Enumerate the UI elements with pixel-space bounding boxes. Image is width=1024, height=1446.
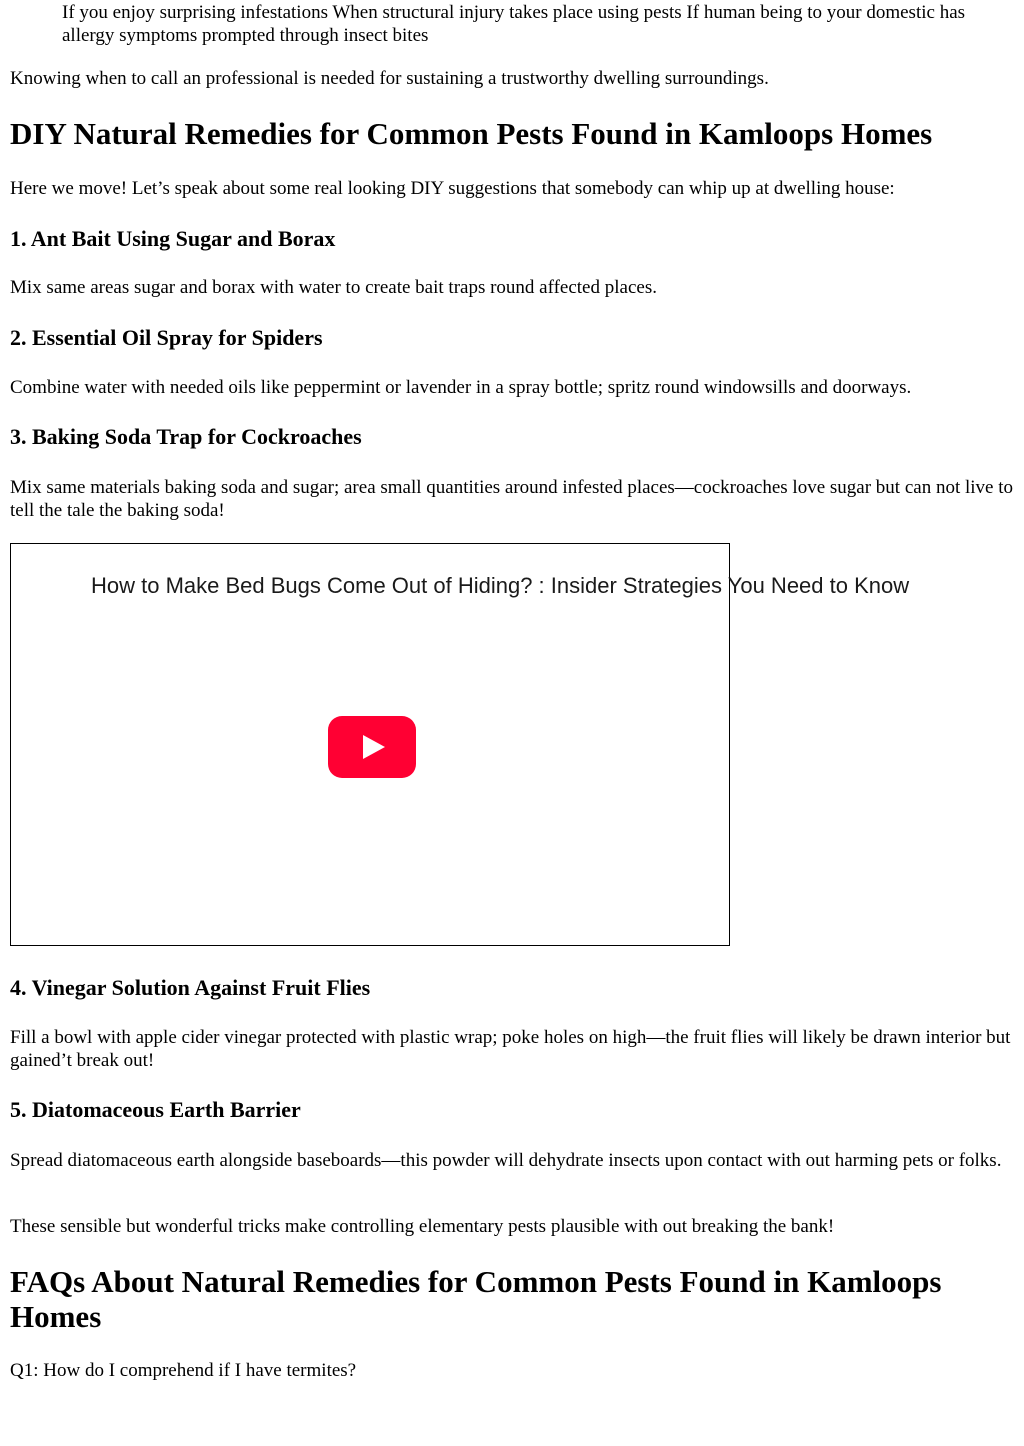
remedy-text: Spread diatomaceous earth alongside baseboards—this powder will dehydrate insects upon contact with out harming pets or folks. (10, 1150, 1002, 1171)
remedy-text: Fill a bowl with apple cider vinegar protected with plastic wrap; poke holes on high—the fruit flies will likely be drawn interior but gained’t break out! (10, 1027, 1011, 1071)
section-heading-faq: FAQs About Natural Remedies for Common Pests Found in Kamloops Homes (10, 1264, 942, 1334)
section-heading-diy: DIY Natural Remedies for Common Pests Found in Kamloops Homes (10, 116, 933, 151)
video-embed[interactable] (10, 543, 910, 946)
play-icon (363, 735, 385, 759)
remedy-text: Mix same areas sugar and borax with water to create bait traps round affected places. (10, 277, 657, 298)
list-item: If you enjoy surprising infestations When structural injury takes place using pests If human being to your domestic has allergy symptoms prompted through insect bites (62, 2, 966, 46)
closing-paragraph: These sensible but wonderful tricks make controlling elementary pests plausible with out breaking the bank! (10, 1216, 835, 1237)
faq-question: Q1: How do I comprehend if I have termites? (10, 1360, 357, 1381)
remedy-title: 3. Baking Soda Trap for Cockroaches (10, 424, 362, 449)
play-button[interactable] (328, 716, 416, 778)
remedy-text: Mix same materials baking soda and sugar; area small quantities around infested places—cockroaches love sugar but can not live to tell the tale the baking soda! (10, 477, 1013, 521)
video-title[interactable]: How to Make Bed Bugs Come Out of Hiding? : Insider Strategies You Need to Know (91, 573, 910, 598)
remedy-title: 2. Essential Oil Spray for Spiders (10, 325, 323, 350)
paragraph: Knowing when to call an professional is needed for sustaining a trustworthy dwelling surroundings. (10, 68, 769, 89)
remedy-text: Combine water with needed oils like peppermint or lavender in a spray bottle; spritz round windowsills and doorways. (10, 377, 912, 398)
remedy-title: 4. Vinegar Solution Against Fruit Flies (10, 975, 371, 1000)
diy-intro: Here we move! Let’s speak about some real looking DIY suggestions that somebody can whip up at dwelling house: (10, 178, 895, 199)
remedy-title: 1. Ant Bait Using Sugar and Borax (10, 226, 336, 251)
remedy-title: 5. Diatomaceous Earth Barrier (10, 1097, 301, 1122)
